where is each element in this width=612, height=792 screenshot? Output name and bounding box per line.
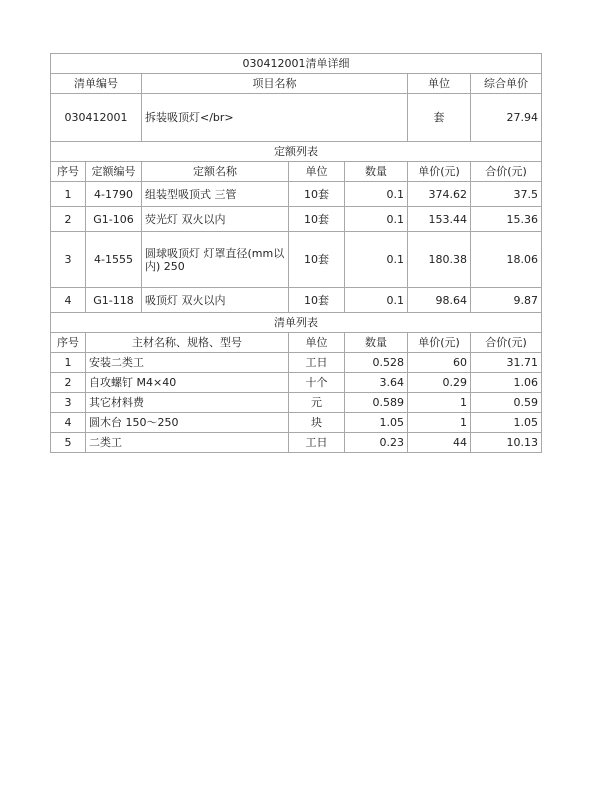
bill-unit-price: 27.94 (471, 94, 542, 142)
quota-name: 吸顶灯 双火以内 (142, 288, 289, 313)
quota-section-title: 定额列表 (51, 142, 542, 162)
list-unit: 工日 (289, 433, 345, 453)
quota-total: 37.5 (471, 182, 542, 207)
list-name: 其它材料费 (86, 393, 289, 413)
quota-row (51, 182, 542, 207)
quota-row (51, 288, 542, 313)
list-name: 二类工 (86, 433, 289, 453)
quota-price: 374.62 (408, 182, 471, 207)
list-qty: 0.528 (345, 353, 408, 373)
list-total: 1.06 (471, 373, 542, 393)
quota-name: 组装型吸顶式 三管 (142, 182, 289, 207)
quota-header-name: 定额名称 (142, 162, 289, 182)
list-row (51, 393, 542, 413)
quota-unit: 10套 (289, 207, 345, 232)
quota-price: 180.38 (408, 232, 471, 288)
quota-no: 3 (51, 232, 86, 288)
header-name-label: 项目名称 (142, 74, 408, 94)
list-header-qty: 数量 (345, 333, 408, 353)
list-row (51, 433, 542, 453)
quota-code: G1-106 (86, 207, 142, 232)
quota-unit: 10套 (289, 232, 345, 288)
quota-price: 98.64 (408, 288, 471, 313)
header-unit-label: 单位 (408, 74, 471, 94)
quota-unit: 10套 (289, 182, 345, 207)
list-header-total: 合价(元) (471, 333, 542, 353)
list-header-price: 单价(元) (408, 333, 471, 353)
list-total: 31.71 (471, 353, 542, 373)
quota-qty: 0.1 (345, 232, 408, 288)
quota-total: 9.87 (471, 288, 542, 313)
list-price: 60 (408, 353, 471, 373)
quota-price: 153.44 (408, 207, 471, 232)
quota-row (51, 232, 542, 288)
list-row (51, 413, 542, 433)
quota-header-qty: 数量 (345, 162, 408, 182)
quota-name: 荧光灯 双火以内 (142, 207, 289, 232)
table-title: 030412001清单详细 (51, 54, 542, 74)
list-qty: 3.64 (345, 373, 408, 393)
list-no: 5 (51, 433, 86, 453)
list-row (51, 373, 542, 393)
quota-no: 2 (51, 207, 86, 232)
list-price: 1 (408, 413, 471, 433)
list-header-no: 序号 (51, 333, 86, 353)
quota-header-price: 单价(元) (408, 162, 471, 182)
quota-total: 15.36 (471, 207, 542, 232)
quota-row (51, 207, 542, 232)
quota-code: 4-1790 (86, 182, 142, 207)
list-price: 44 (408, 433, 471, 453)
list-no: 2 (51, 373, 86, 393)
list-no: 4 (51, 413, 86, 433)
list-row (51, 353, 542, 373)
list-name: 圆木台 150～250 (86, 413, 289, 433)
quota-no: 1 (51, 182, 86, 207)
list-header-unit: 单位 (289, 333, 345, 353)
header-price-label: 综合单价 (471, 74, 542, 94)
list-total: 0.59 (471, 393, 542, 413)
list-header-name: 主材名称、规格、型号 (86, 333, 289, 353)
bill-code: 030412001 (51, 94, 142, 142)
list-no: 3 (51, 393, 86, 413)
list-total: 10.13 (471, 433, 542, 453)
list-qty: 1.05 (345, 413, 408, 433)
list-total: 1.05 (471, 413, 542, 433)
quota-qty: 0.1 (345, 207, 408, 232)
list-qty: 0.23 (345, 433, 408, 453)
quota-name: 圆球吸顶灯 灯罩直径(mm以内) 250 (142, 232, 289, 288)
list-section-title: 清单列表 (51, 313, 542, 333)
quota-qty: 0.1 (345, 182, 408, 207)
list-no: 1 (51, 353, 86, 373)
list-unit: 块 (289, 413, 345, 433)
list-price: 0.29 (408, 373, 471, 393)
quota-total: 18.06 (471, 232, 542, 288)
quota-no: 4 (51, 288, 86, 313)
list-price: 1 (408, 393, 471, 413)
list-unit: 元 (289, 393, 345, 413)
bill-item-name: 拆装吸顶灯</br> (142, 94, 408, 142)
quota-qty: 0.1 (345, 288, 408, 313)
list-unit: 工日 (289, 353, 345, 373)
quota-header-no: 序号 (51, 162, 86, 182)
list-qty: 0.589 (345, 393, 408, 413)
list-unit: 十个 (289, 373, 345, 393)
quota-code: 4-1555 (86, 232, 142, 288)
quota-unit: 10套 (289, 288, 345, 313)
quota-code: G1-118 (86, 288, 142, 313)
list-name: 自攻螺钉 M4×40 (86, 373, 289, 393)
list-name: 安装二类工 (86, 353, 289, 373)
quota-header-total: 合价(元) (471, 162, 542, 182)
quota-header-code: 定额编号 (86, 162, 142, 182)
bill-unit: 套 (408, 94, 471, 142)
bill-detail-table (50, 53, 542, 453)
quota-header-unit: 单位 (289, 162, 345, 182)
header-code-label: 清单编号 (51, 74, 142, 94)
